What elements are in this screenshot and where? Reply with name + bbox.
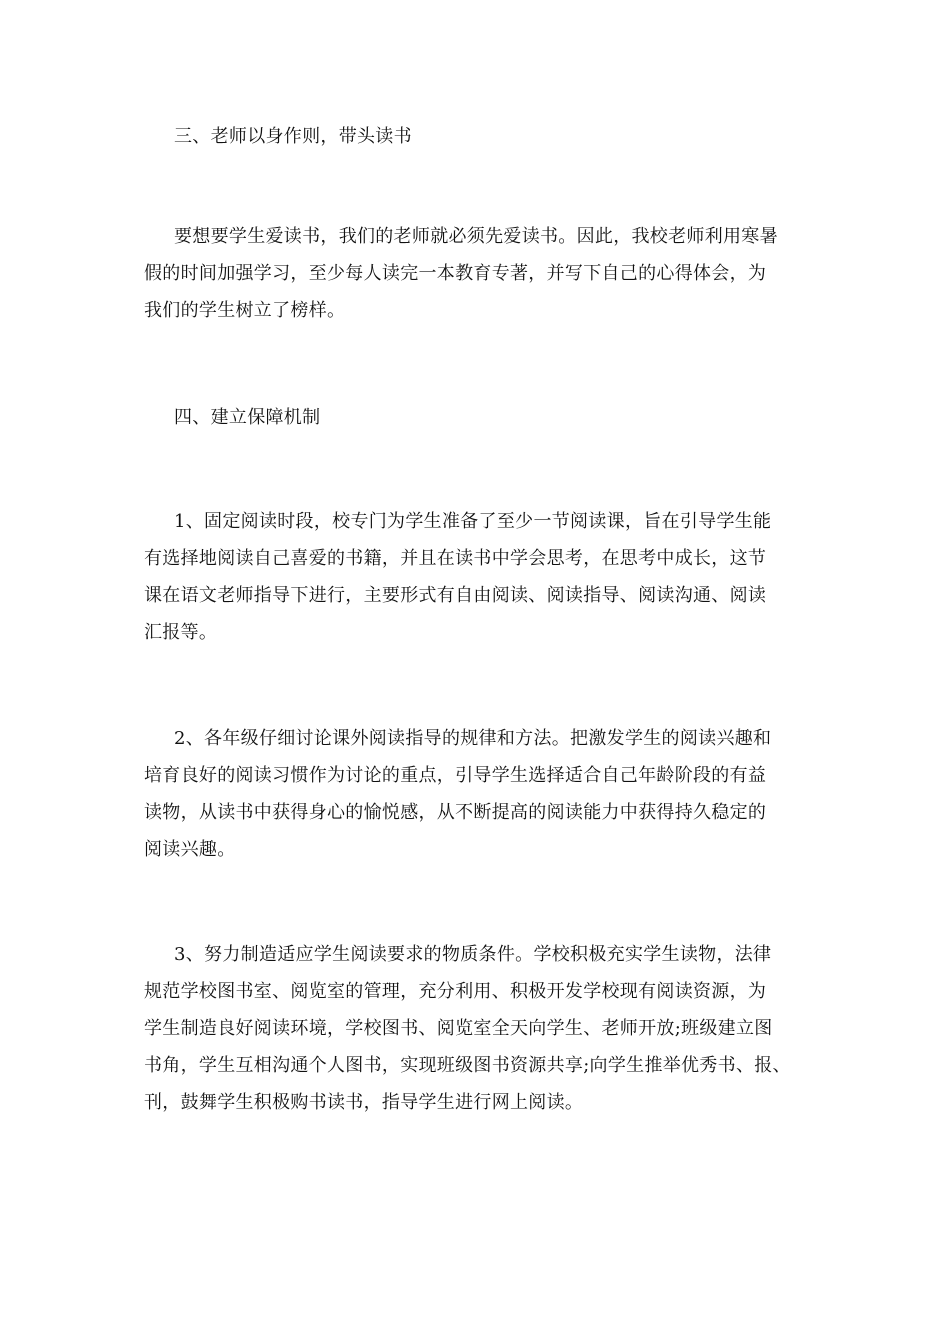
paragraph-line: 书角，学生互相沟通个人图书，实现班级图书资源共享;向学生推举优秀书、报、: [144, 1055, 791, 1076]
paragraph-line: 课在语文老师指导下进行，主要形式有自由阅读、阅读指导、阅读沟通、阅读: [144, 585, 767, 606]
paragraph-line: 读物，从读书中获得身心的愉悦感，从不断提高的阅读能力中获得持久稳定的: [144, 802, 767, 823]
paragraph-line: 阅读兴趣。: [144, 839, 236, 860]
paragraph-line: 1、固定阅读时段，校专门为学生准备了至少一节阅读课，旨在引导学生能: [174, 511, 772, 532]
section-heading-4: [174, 399, 320, 436]
paragraph-line: 要想要学生爱读书，我们的老师就必须先爱读书。因此，我校老师利用寒暑: [174, 226, 778, 247]
item-3-paragraph: [144, 936, 791, 1121]
section-heading-3: [174, 118, 412, 155]
paragraph-line: 有选择地阅读自己喜爱的书籍，并且在读书中学会思考，在思考中成长，这节: [144, 548, 767, 569]
section-3-paragraph: [144, 218, 778, 329]
paragraph-line: 汇报等。: [144, 622, 218, 643]
paragraph-line: 假的时间加强学习，至少每人读完一本教育专著，并写下自己的心得体会，为: [144, 263, 767, 284]
paragraph-line: 刊，鼓舞学生积极购书读书，指导学生进行网上阅读。: [144, 1092, 584, 1113]
item-1-paragraph: [144, 503, 771, 651]
paragraph-line: 2、各年级仔细讨论课外阅读指导的规律和方法。把激发学生的阅读兴趣和: [174, 728, 772, 749]
heading-text: 三、老师以身作则，带头读书: [174, 126, 412, 147]
heading-text: 四、建立保障机制: [174, 407, 321, 428]
paragraph-line: 我们的学生树立了榜样。: [144, 300, 346, 321]
paragraph-line: 规范学校图书室、阅览室的管理，充分利用、积极开发学校现有阅读资源，为: [144, 981, 767, 1002]
paragraph-line: 培育良好的阅读习惯作为讨论的重点，引导学生选择适合自己年龄阶段的有益: [144, 765, 767, 786]
item-2-paragraph: [144, 720, 771, 868]
paragraph-line: 学生制造良好阅读环境，学校图书、阅览室全天向学生、老师开放;班级建立图: [144, 1018, 773, 1039]
paragraph-line: 3、努力制造适应学生阅读要求的物质条件。学校积极充实学生读物，法律: [174, 944, 772, 965]
